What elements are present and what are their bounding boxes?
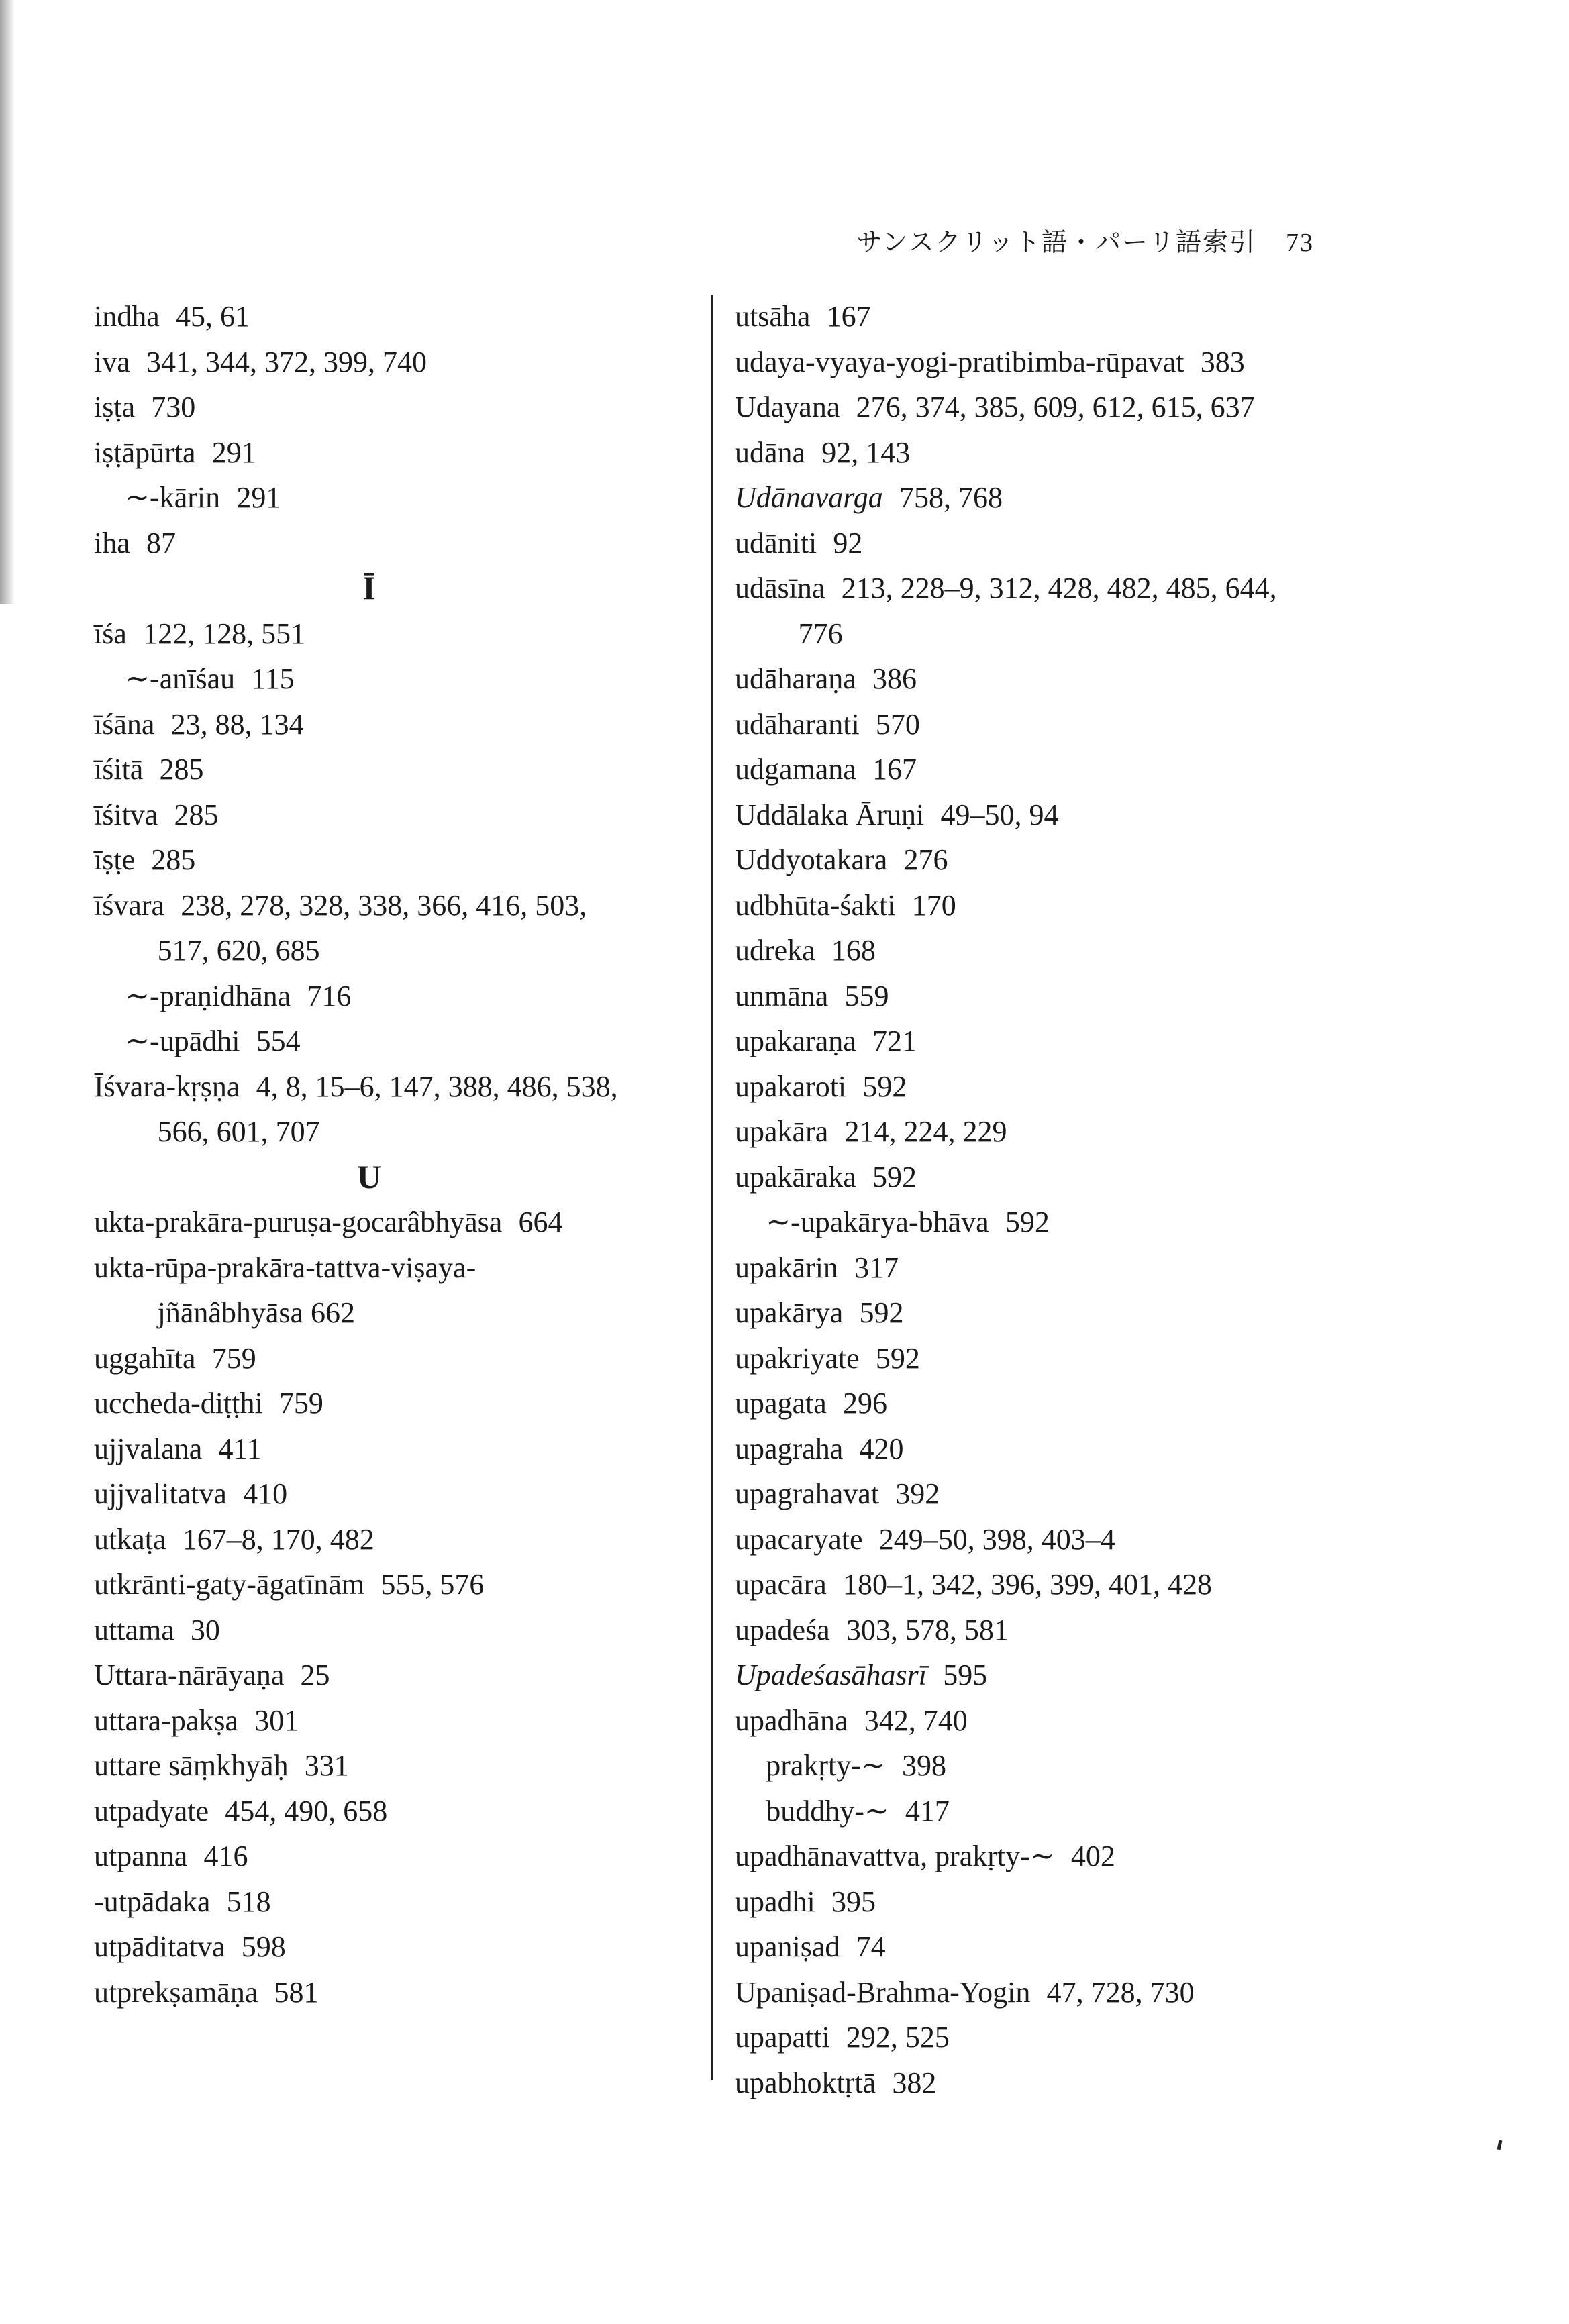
index-entry bbox=[735, 2015, 1352, 2060]
index-term: uccheda-diṭṭhi bbox=[94, 1387, 263, 1420]
page-references: 180–1, 342, 396, 399, 401, 428 bbox=[842, 1568, 1212, 1601]
index-term: upadhāna bbox=[735, 1703, 848, 1737]
index-term: udreka bbox=[735, 934, 815, 967]
index-entry bbox=[735, 1155, 1352, 1200]
index-entry bbox=[735, 1607, 1352, 1653]
page-references: 554 bbox=[256, 1024, 301, 1057]
index-entry bbox=[735, 521, 1352, 566]
page-references: 285 bbox=[159, 753, 204, 786]
index-entry-continuation bbox=[94, 1290, 698, 1336]
index-entry-continuation bbox=[94, 1109, 698, 1155]
page-references: 555, 576 bbox=[381, 1568, 485, 1601]
index-term: udaya-vyaya-yogi-pratibimba-rūpavat bbox=[735, 345, 1184, 378]
page-references: 167 bbox=[872, 753, 917, 786]
index-term: iṣṭa bbox=[94, 390, 136, 423]
index-entry bbox=[735, 1652, 1352, 1698]
page-references: 420 bbox=[859, 1432, 904, 1465]
page-references: 559 bbox=[844, 979, 889, 1012]
index-term: Uddālaka Āruṇi bbox=[735, 798, 925, 831]
page-references: 716 bbox=[307, 979, 352, 1012]
scan-edge-shadow bbox=[0, 0, 15, 604]
index-term: upacaryate bbox=[735, 1522, 863, 1556]
index-entry bbox=[735, 883, 1352, 929]
page-references: 592 bbox=[872, 1160, 917, 1194]
index-term: ujjvalana bbox=[94, 1432, 203, 1465]
index-term: ∼-upakārya-bhāva bbox=[766, 1206, 989, 1238]
index-entry bbox=[94, 837, 698, 883]
index-entry bbox=[94, 1789, 698, 1834]
page-references: 170 bbox=[911, 888, 956, 922]
index-term: utpadyate bbox=[94, 1794, 209, 1828]
index-entry bbox=[735, 1879, 1352, 1925]
index-subentry bbox=[94, 475, 698, 521]
index-entry bbox=[94, 339, 698, 385]
page-references: 214, 224, 229 bbox=[844, 1115, 1007, 1148]
page-references: 285 bbox=[151, 843, 196, 876]
page-references: 168 bbox=[831, 934, 876, 967]
index-term: ukta-rūpa-prakāra-tattva-viṣaya- bbox=[94, 1251, 476, 1284]
index-entry bbox=[94, 883, 698, 929]
index-entry bbox=[735, 475, 1352, 521]
index-term: udāsīna bbox=[735, 572, 825, 604]
index-column-right bbox=[735, 294, 1352, 2105]
index-term: -utpādaka bbox=[94, 1885, 211, 1918]
index-entry bbox=[735, 2060, 1352, 2106]
page-references: 342, 740 bbox=[864, 1703, 968, 1737]
index-term: utpāditatva bbox=[94, 1930, 225, 1963]
index-term: Udayana bbox=[735, 390, 840, 423]
index-entry bbox=[735, 1471, 1352, 1517]
index-entry bbox=[94, 1743, 698, 1789]
index-entry bbox=[735, 294, 1352, 339]
section-letter: Ī bbox=[362, 569, 376, 606]
index-term: upakriyate bbox=[735, 1341, 860, 1375]
index-entry bbox=[735, 1109, 1352, 1155]
index-entry bbox=[735, 1336, 1352, 1381]
index-term: iṣṭāpūrta bbox=[94, 435, 196, 469]
index-term: upakaroti bbox=[735, 1069, 847, 1103]
index-term: īṣṭe bbox=[94, 843, 136, 876]
index-term: udāharanti bbox=[735, 707, 860, 741]
index-entry bbox=[94, 1200, 698, 1245]
index-entry bbox=[94, 702, 698, 747]
index-term: īśvara bbox=[94, 888, 165, 922]
page-references: 730 bbox=[151, 390, 196, 423]
index-entry bbox=[735, 747, 1352, 792]
running-header-title: サンスクリット語・パーリ語索引 bbox=[856, 229, 1256, 257]
index-entry bbox=[94, 1381, 698, 1426]
index-term: 776 bbox=[798, 617, 843, 650]
page-references: 276, 374, 385, 609, 612, 615, 637 bbox=[856, 390, 1255, 423]
index-entry bbox=[94, 521, 698, 566]
index-entry bbox=[735, 1562, 1352, 1607]
index-term: upagrahavat bbox=[735, 1477, 879, 1510]
index-term: upadeśa bbox=[735, 1613, 830, 1646]
index-term: upakārin bbox=[735, 1251, 838, 1284]
index-term: udgamana bbox=[735, 753, 856, 786]
index-entry bbox=[94, 294, 698, 339]
index-entry bbox=[735, 928, 1352, 973]
page-references: 416 bbox=[203, 1840, 248, 1872]
index-entry bbox=[735, 1245, 1352, 1291]
page-references: 4, 8, 15–6, 147, 388, 486, 538, bbox=[256, 1069, 618, 1103]
page-references: 411 bbox=[218, 1432, 262, 1465]
page-references: 317 bbox=[854, 1251, 899, 1284]
index-term: 517, 620, 685 bbox=[157, 934, 320, 967]
index-entry bbox=[735, 656, 1352, 702]
page-references: 296 bbox=[843, 1387, 887, 1420]
page-references: 303, 578, 581 bbox=[846, 1613, 1009, 1646]
page-references: 213, 228–9, 312, 428, 482, 485, 644, bbox=[841, 572, 1277, 604]
index-entry bbox=[94, 1879, 698, 1925]
page-references: 721 bbox=[872, 1024, 917, 1057]
page-references: 341, 344, 372, 399, 740 bbox=[146, 345, 427, 378]
page-references: 92, 143 bbox=[821, 435, 911, 469]
index-term: iva bbox=[94, 345, 130, 378]
index-entry bbox=[94, 792, 698, 838]
index-entry bbox=[735, 566, 1352, 611]
index-entry-continuation bbox=[735, 611, 1352, 657]
index-entry bbox=[94, 1698, 698, 1744]
page-references: 249–50, 398, 403–4 bbox=[878, 1522, 1115, 1556]
page-references: 454, 490, 658 bbox=[225, 1794, 388, 1828]
index-entry bbox=[94, 384, 698, 430]
index-term: upakārya bbox=[735, 1296, 844, 1329]
index-entry bbox=[735, 1834, 1352, 1879]
index-term: upacāra bbox=[735, 1568, 827, 1601]
index-term: upaniṣad bbox=[735, 1930, 840, 1963]
index-subentry bbox=[94, 973, 698, 1019]
index-column-left bbox=[94, 294, 698, 2015]
page-references: 291 bbox=[236, 481, 281, 514]
page-references: 382 bbox=[892, 2066, 937, 2099]
index-entry bbox=[735, 1381, 1352, 1426]
page-references: 30 bbox=[190, 1613, 220, 1646]
page-references: 386 bbox=[872, 662, 917, 695]
page-references: 292, 525 bbox=[846, 2021, 950, 2054]
index-entry bbox=[94, 1970, 698, 2015]
index-term: iha bbox=[94, 526, 130, 560]
page-references: 592 bbox=[875, 1341, 920, 1375]
index-term: Uttara-nārāyaṇa bbox=[94, 1658, 285, 1691]
index-term: utpanna bbox=[94, 1840, 188, 1872]
page-references: 581 bbox=[274, 1975, 319, 2009]
index-term: Upaniṣad-Brahma-Yogin bbox=[735, 1975, 1031, 2009]
index-term: upabhoktṛtā bbox=[735, 2066, 876, 2099]
index-term: udāna bbox=[735, 435, 806, 469]
index-entry bbox=[735, 1698, 1352, 1744]
page-references: 291 bbox=[211, 435, 256, 469]
index-subentry bbox=[735, 1743, 1352, 1789]
index-term: īśāna bbox=[94, 707, 155, 741]
page-references: 592 bbox=[862, 1069, 907, 1103]
index-entry bbox=[94, 747, 698, 792]
index-entry bbox=[735, 1924, 1352, 1970]
index-entry bbox=[735, 384, 1352, 430]
index-term: upadhi bbox=[735, 1885, 815, 1918]
page-references: 285 bbox=[174, 798, 219, 831]
index-term: Udānavarga bbox=[735, 481, 883, 514]
page-references: 598 bbox=[241, 1930, 286, 1963]
page-references: 398 bbox=[901, 1749, 946, 1782]
index-term: īśitva bbox=[94, 798, 158, 831]
page-references: 45, 61 bbox=[175, 300, 250, 333]
index-entry bbox=[94, 1924, 698, 1970]
index-term: upagata bbox=[735, 1387, 827, 1420]
index-term: Uddyotakara bbox=[735, 843, 888, 876]
index-term: ∼-praṇidhāna bbox=[125, 979, 291, 1012]
index-term: upakāra bbox=[735, 1115, 829, 1148]
index-term: jñānâbhyāsa 662 bbox=[157, 1296, 356, 1329]
index-term: uttama bbox=[94, 1613, 174, 1646]
index-term: ujjvalitatva bbox=[94, 1477, 227, 1510]
index-term: Upadeśasāhasrī bbox=[735, 1658, 927, 1691]
index-subentry bbox=[735, 1200, 1352, 1245]
page-references: 238, 278, 328, 338, 366, 416, 503, bbox=[181, 888, 587, 922]
index-term: udāniti bbox=[735, 526, 817, 560]
index-term: ukta-prakāra-puruṣa-gocarâbhyāsa bbox=[94, 1206, 503, 1238]
index-entry bbox=[94, 1064, 698, 1110]
page-references: 592 bbox=[1005, 1206, 1050, 1238]
index-term: uttara-pakṣa bbox=[94, 1703, 238, 1737]
index-term: uggahīta bbox=[94, 1341, 196, 1375]
index-term: indha bbox=[94, 300, 160, 333]
page-references: 167–8, 170, 482 bbox=[182, 1522, 374, 1556]
page-references: 664 bbox=[518, 1206, 563, 1238]
index-term: uttare sāṃkhyāḥ bbox=[94, 1749, 289, 1782]
page-references: 301 bbox=[254, 1703, 299, 1737]
index-term: upapatti bbox=[735, 2021, 830, 2054]
page-references: 759 bbox=[211, 1341, 256, 1375]
index-entry bbox=[94, 1426, 698, 1472]
page-references: 595 bbox=[943, 1658, 988, 1691]
index-entry bbox=[735, 1064, 1352, 1110]
page-references: 25 bbox=[300, 1658, 330, 1691]
page-references: 383 bbox=[1200, 345, 1245, 378]
page-references: 47, 728, 730 bbox=[1046, 1975, 1195, 2009]
index-entry bbox=[735, 973, 1352, 1019]
index-term: udbhūta-śakti bbox=[735, 888, 896, 922]
index-entry bbox=[94, 1517, 698, 1563]
index-entry bbox=[94, 1607, 698, 1653]
page-references: 592 bbox=[859, 1296, 904, 1329]
index-subentry bbox=[735, 1789, 1352, 1834]
running-header bbox=[857, 221, 1314, 258]
index-subentry bbox=[94, 1018, 698, 1064]
index-term: prakṛty-∼ bbox=[766, 1749, 886, 1782]
index-entry bbox=[94, 430, 698, 476]
page-references: 395 bbox=[831, 1885, 876, 1918]
index-term: ∼-kārin bbox=[125, 481, 221, 514]
index-term: utkaṭa bbox=[94, 1522, 166, 1556]
index-entry bbox=[94, 1562, 698, 1607]
column-divider bbox=[711, 295, 713, 2080]
page-references: 23, 88, 134 bbox=[170, 707, 304, 741]
index-term: buddhy-∼ bbox=[766, 1794, 889, 1828]
page-references: 417 bbox=[905, 1794, 950, 1828]
index-entry bbox=[94, 1336, 698, 1381]
index-term: upadhānavattva, prakṛty-∼ bbox=[735, 1840, 1055, 1872]
index-term: upakāraka bbox=[735, 1160, 856, 1194]
index-entry bbox=[735, 339, 1352, 385]
page-references: 410 bbox=[243, 1477, 288, 1510]
index-entry-continuation bbox=[94, 928, 698, 973]
page-references: 392 bbox=[895, 1477, 940, 1510]
index-entry bbox=[735, 430, 1352, 476]
index-term: īśitā bbox=[94, 753, 144, 786]
index-entry bbox=[735, 837, 1352, 883]
page-references: 402 bbox=[1070, 1840, 1115, 1872]
page-references: 167 bbox=[826, 300, 871, 333]
index-entry bbox=[735, 1018, 1352, 1064]
scan-speck bbox=[1497, 2140, 1503, 2150]
index-term: utprekṣamāṇa bbox=[94, 1975, 258, 2009]
index-entry bbox=[94, 611, 698, 657]
index-term: ∼-upādhi bbox=[125, 1024, 240, 1057]
page-references: 276 bbox=[903, 843, 948, 876]
page-references: 758, 768 bbox=[899, 481, 1003, 514]
index-term: Īśvara-kṛṣṇa bbox=[94, 1069, 240, 1103]
index-entry bbox=[735, 792, 1352, 838]
index-entry bbox=[94, 1245, 698, 1291]
page-references: 92 bbox=[833, 526, 863, 560]
index-term: utsāha bbox=[735, 300, 811, 333]
section-letter: U bbox=[356, 1157, 382, 1196]
index-entry bbox=[735, 1290, 1352, 1336]
page-references: 87 bbox=[146, 526, 176, 560]
index-entry bbox=[94, 1652, 698, 1698]
index-term: udāharaṇa bbox=[735, 662, 856, 695]
page-references: 759 bbox=[279, 1387, 323, 1420]
index-term: ∼-anīśau bbox=[125, 662, 236, 695]
page-number: 73 bbox=[1286, 229, 1314, 257]
index-term: īśa bbox=[94, 617, 127, 650]
index-entry bbox=[94, 1834, 698, 1879]
page-references: 570 bbox=[875, 707, 920, 741]
index-subentry bbox=[94, 656, 698, 702]
index-entry bbox=[735, 702, 1352, 747]
index-entry bbox=[735, 1517, 1352, 1563]
index-term: upagraha bbox=[735, 1432, 844, 1465]
index-term: unmāna bbox=[735, 979, 829, 1012]
page-references: 122, 128, 551 bbox=[143, 617, 306, 650]
index-term: 566, 601, 707 bbox=[157, 1115, 320, 1148]
page-references: 49–50, 94 bbox=[940, 798, 1059, 831]
page-references: 115 bbox=[251, 662, 295, 695]
index-term: upakaraṇa bbox=[735, 1024, 856, 1057]
page-references: 74 bbox=[856, 1930, 886, 1963]
index-entry bbox=[94, 1471, 698, 1517]
page-references: 331 bbox=[304, 1749, 349, 1782]
index-term: utkrānti-gaty-āgatīnām bbox=[94, 1568, 365, 1601]
index-entry bbox=[735, 1426, 1352, 1472]
page-references: 518 bbox=[226, 1885, 271, 1918]
index-entry bbox=[735, 1970, 1352, 2015]
